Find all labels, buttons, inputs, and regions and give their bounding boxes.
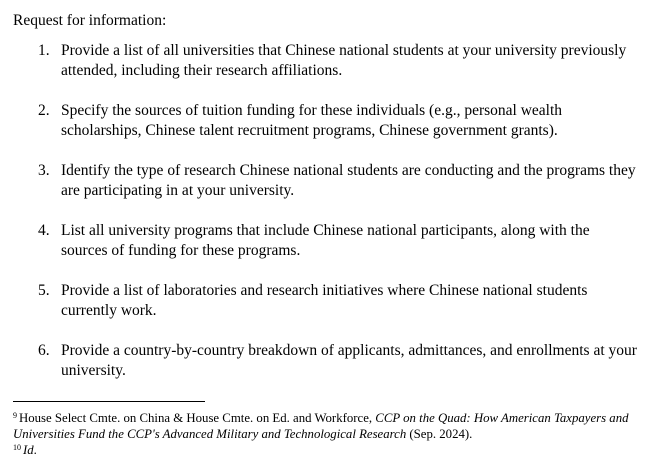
list-item-text: Provide a list of laboratories and research initiatives where Chinese national students currently work.	[61, 282, 588, 319]
footnote-text-plain: House Select Cmte. on China & House Cmte. on Ed. and Workforce,	[19, 411, 376, 425]
list-item-6	[38, 341, 638, 381]
list-item-number: 1.	[38, 42, 50, 59]
list-item-number: 2.	[38, 102, 50, 119]
list-item-text: Specify the sources of tuition funding for these individuals (e.g., personal wealth scholarships, Chinese talent recruitment programs, Chinese government grants).	[61, 102, 563, 139]
list-item-text: Provide a country-by-country breakdown of applicants, admittances, and enrollments at your university.	[61, 342, 637, 379]
list-item-text: Identify the type of research Chinese national students are conducting and the programs they are participating in at your university.	[61, 162, 636, 199]
list-item-5	[38, 281, 638, 321]
footnote-10	[13, 442, 643, 458]
footnote-text-plain-end: (Sep. 2024).	[406, 427, 473, 441]
list-item-3	[38, 161, 638, 201]
list-item-4	[38, 221, 638, 261]
footnote-text-italic-id: Id	[23, 443, 34, 457]
list-item-text: List all university programs that include Chinese national participants, along with the sources of funding for these programs.	[61, 222, 590, 259]
footnote-text-italic-title: CCP on the Quad: How American Taxpayers and Universities Fund the CCP's Advanced Military and Technological Research	[13, 411, 629, 441]
footnote-text-plain-end: .	[33, 443, 37, 457]
footnote-9	[13, 410, 643, 442]
list-item-number: 5.	[38, 282, 50, 299]
list-item-number: 6.	[38, 342, 50, 359]
list-item-2	[38, 101, 638, 141]
list-item-number: 3.	[38, 162, 50, 179]
list-item-text: Provide a list of all universities that Chinese national students at your university previously attended, including their research affiliations.	[61, 42, 627, 79]
list-item-number: 4.	[38, 222, 50, 239]
footnote-marker: 10	[13, 443, 21, 452]
footnote-separator	[13, 401, 205, 402]
list-item-1	[38, 41, 638, 81]
request-heading: Request for information:	[13, 12, 167, 29]
footnote-marker: 9	[13, 411, 17, 420]
